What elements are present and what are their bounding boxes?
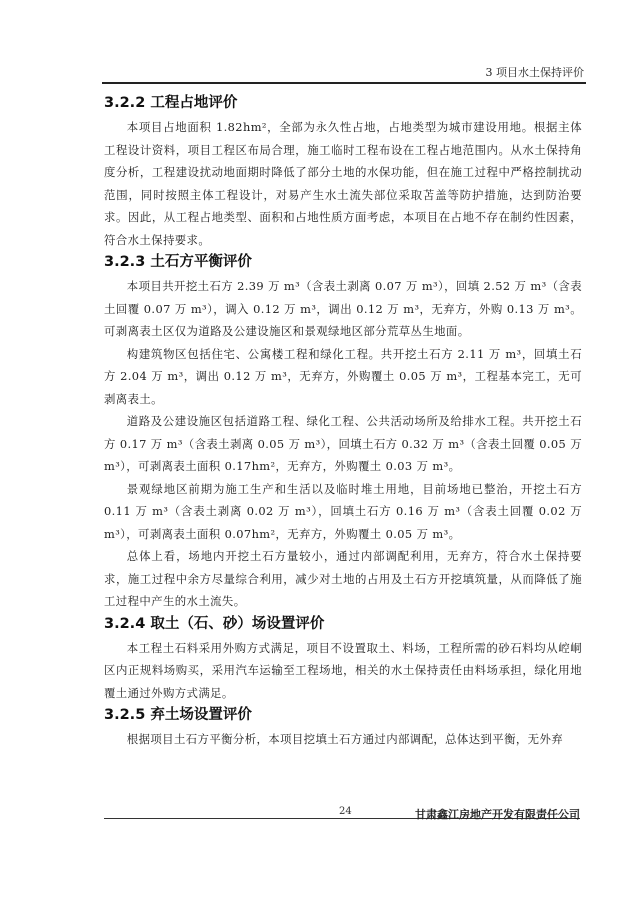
section-heading: 3.2.3 土石方平衡评价 <box>104 254 252 270</box>
section-heading: 3.2.4 取土（石、砂）场设置评价 <box>104 615 325 632</box>
section-heading: 3.2.5 弃土场设置评价 <box>104 707 252 723</box>
section-spoil-site <box>104 704 582 751</box>
paragraph: 总体上看，场地内开挖土石方量较小，通过内部调配利用，无弃方，符合水土保持要求，施工过程中余方尽量综合利用，减少对土地的占用及土石方开挖填筑量，从而降低了施工过程中产生的水土流失。 <box>104 549 582 608</box>
section-heading: 3.2.2 工程占地评价 <box>104 95 238 111</box>
document-body <box>104 92 582 751</box>
section-borrow-site <box>104 613 582 705</box>
paragraph: 道路及公建设施区包括道路工程、绿化工程、公共活动场所及给排水工程。共开挖土石方 0.17 万 m³（含表土剥离 0.05 万 m³），回填土石方 0.32 万 m³（含表土回覆 0.05 万 m³），可剥离表土面积 0.17hm²，无弃方，外购覆土 0.03 万 m³。 <box>104 414 582 473</box>
page-header <box>102 66 586 84</box>
section-earthwork-balance <box>104 251 582 613</box>
paragraph: 景观绿地区前期为施工生产和生活以及临时堆土用地，目前场地已整治，开挖土石方 0.11 万 m³（含表土剥离 0.02 万 m³），回填土石方 0.16 万 m³（含表土回覆 0.02 万 m³），可剥离表土面积 0.07hm²，无弃方，外购覆土 0.05 万 m³。 <box>104 481 582 541</box>
page-number: 24 <box>339 806 352 817</box>
header-title: 3 项目水土保持评价 <box>485 66 584 79</box>
paragraph: 根据项目土石方平衡分析，本项目挖填土石方通过内部调配，总体达到平衡，无外弃 <box>126 732 564 746</box>
paragraph: 构建筑物区包括住宅、公寓楼工程和绿化工程。共开挖土石方 2.11 万 m³，回填土石方 2.04 万 m³，调出 0.12 万 m³，无弃方，外购覆土 0.05 万 m³，工程基本完工，无可剥离表土。 <box>104 346 582 406</box>
paragraph: 本工程土石料采用外购方式满足，项目不设置取土、料场，工程所需的砂石料均从崆峒区内正规料场购买，采用汽车运输至工程场地，相关的水土保持责任由料场承担，绿化用地覆土通过外购方式满足。 <box>104 640 582 700</box>
section-land-occupation <box>104 92 582 251</box>
footer-company: 甘肃鑫江房地产开发有限责任公司 <box>415 808 580 821</box>
paragraph: 本项目共开挖土石方 2.39 万 m³（含表土剥离 0.07 万 m³），回填 2.52 万 m³（含表土回覆 0.07 万 m³），调入 0.12 万 m³，调出 0.12 万 m³，无弃方，外购 0.13 万 m³。可剥离表土区仅为道路及公建设施区和景观绿地区部分荒草丛生地面。 <box>104 279 582 338</box>
paragraph: 本项目占地面积 1.82hm²，全部为永久性占地，占地类型为城市建设用地。根据主体工程设计资料，项目工程区布局合理，施工临时工程布设在工程占地范围内。从水土保持角度分析，工程建设扰动地面期时降低了部分土地的水保功能，但在施工过程中严格控制扰动范围，同时按照主体工程设计，对易产生水土流失部位采取苫盖等防护措施，达到防治要求。因此，从工程占地类型、面积和占地性质方面考虑，本项目在占地不存在制约性因素，符合水土保持要求。 <box>104 120 582 247</box>
